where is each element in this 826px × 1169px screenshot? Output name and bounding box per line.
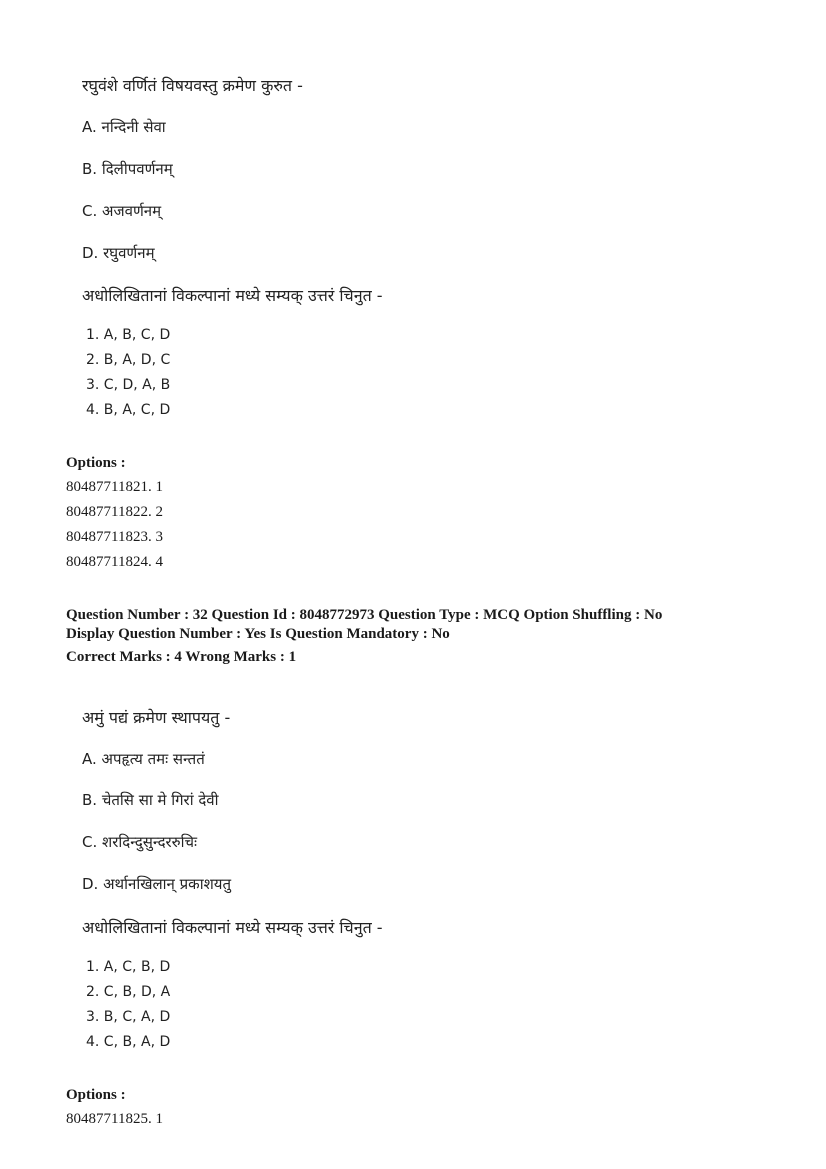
question-item-a: A. नन्दिनी सेवा (82, 118, 166, 136)
option-id-row: 80487711821. 1 (66, 479, 163, 495)
question-item-d: D. अर्थानखिलान् प्रकाशयतु (82, 875, 232, 893)
option-id-row: 80487711825. 1 (66, 1111, 163, 1127)
option-id-row: 80487711824. 4 (66, 554, 163, 570)
question-stem: रघुवंशे वर्णितं विषयवस्तु क्रमेण कुरुत - (82, 76, 303, 95)
question-item-a: A. अपहृत्य तमः सन्ततं (82, 750, 205, 768)
answer-choice-1: 1. A, B, C, D (86, 327, 171, 343)
question-meta-line: Question Number : 32 Question Id : 8048772973 Question Type : MCQ Option Shuffling : No (66, 607, 663, 623)
options-label: Options : (66, 455, 126, 471)
question-item-b: B. दिलीपवर्णनम् (82, 160, 173, 178)
answer-choice-3: 3. C, D, A, B (86, 377, 171, 393)
question-item-b: B. चेतसि सा मे गिरां देवी (82, 791, 219, 809)
answer-choice-2: 2. C, B, D, A (86, 984, 171, 1000)
answer-choice-2: 2. B, A, D, C (86, 352, 171, 368)
answer-choice-4: 4. B, A, C, D (86, 402, 171, 418)
question-item-d: D. रघुवर्णनम् (82, 244, 155, 262)
question-instruction: अधोलिखितानां विकल्पानां मध्ये सम्यक् उत्तरं चिनुत - (82, 286, 383, 305)
question-item-c: C. अजवर्णनम् (82, 202, 162, 220)
question-item-c: C. शरदिन्दुसुन्दररुचिः (82, 833, 198, 851)
answer-choice-1: 1. A, C, B, D (86, 959, 171, 975)
question-stem: अमुं पद्यं क्रमेण स्थापयतु - (82, 708, 231, 727)
option-id-row: 80487711822. 2 (66, 504, 163, 520)
question-instruction: अधोलिखितानां विकल्पानां मध्ये सम्यक् उत्तरं चिनुत - (82, 918, 383, 937)
question-meta-line: Display Question Number : Yes Is Question Mandatory : No (66, 626, 450, 642)
answer-choice-3: 3. B, C, A, D (86, 1009, 171, 1025)
question-marks-line: Correct Marks : 4 Wrong Marks : 1 (66, 649, 297, 665)
options-label: Options : (66, 1087, 126, 1103)
option-id-row: 80487711823. 3 (66, 529, 163, 545)
answer-choice-4: 4. C, B, A, D (86, 1034, 171, 1050)
